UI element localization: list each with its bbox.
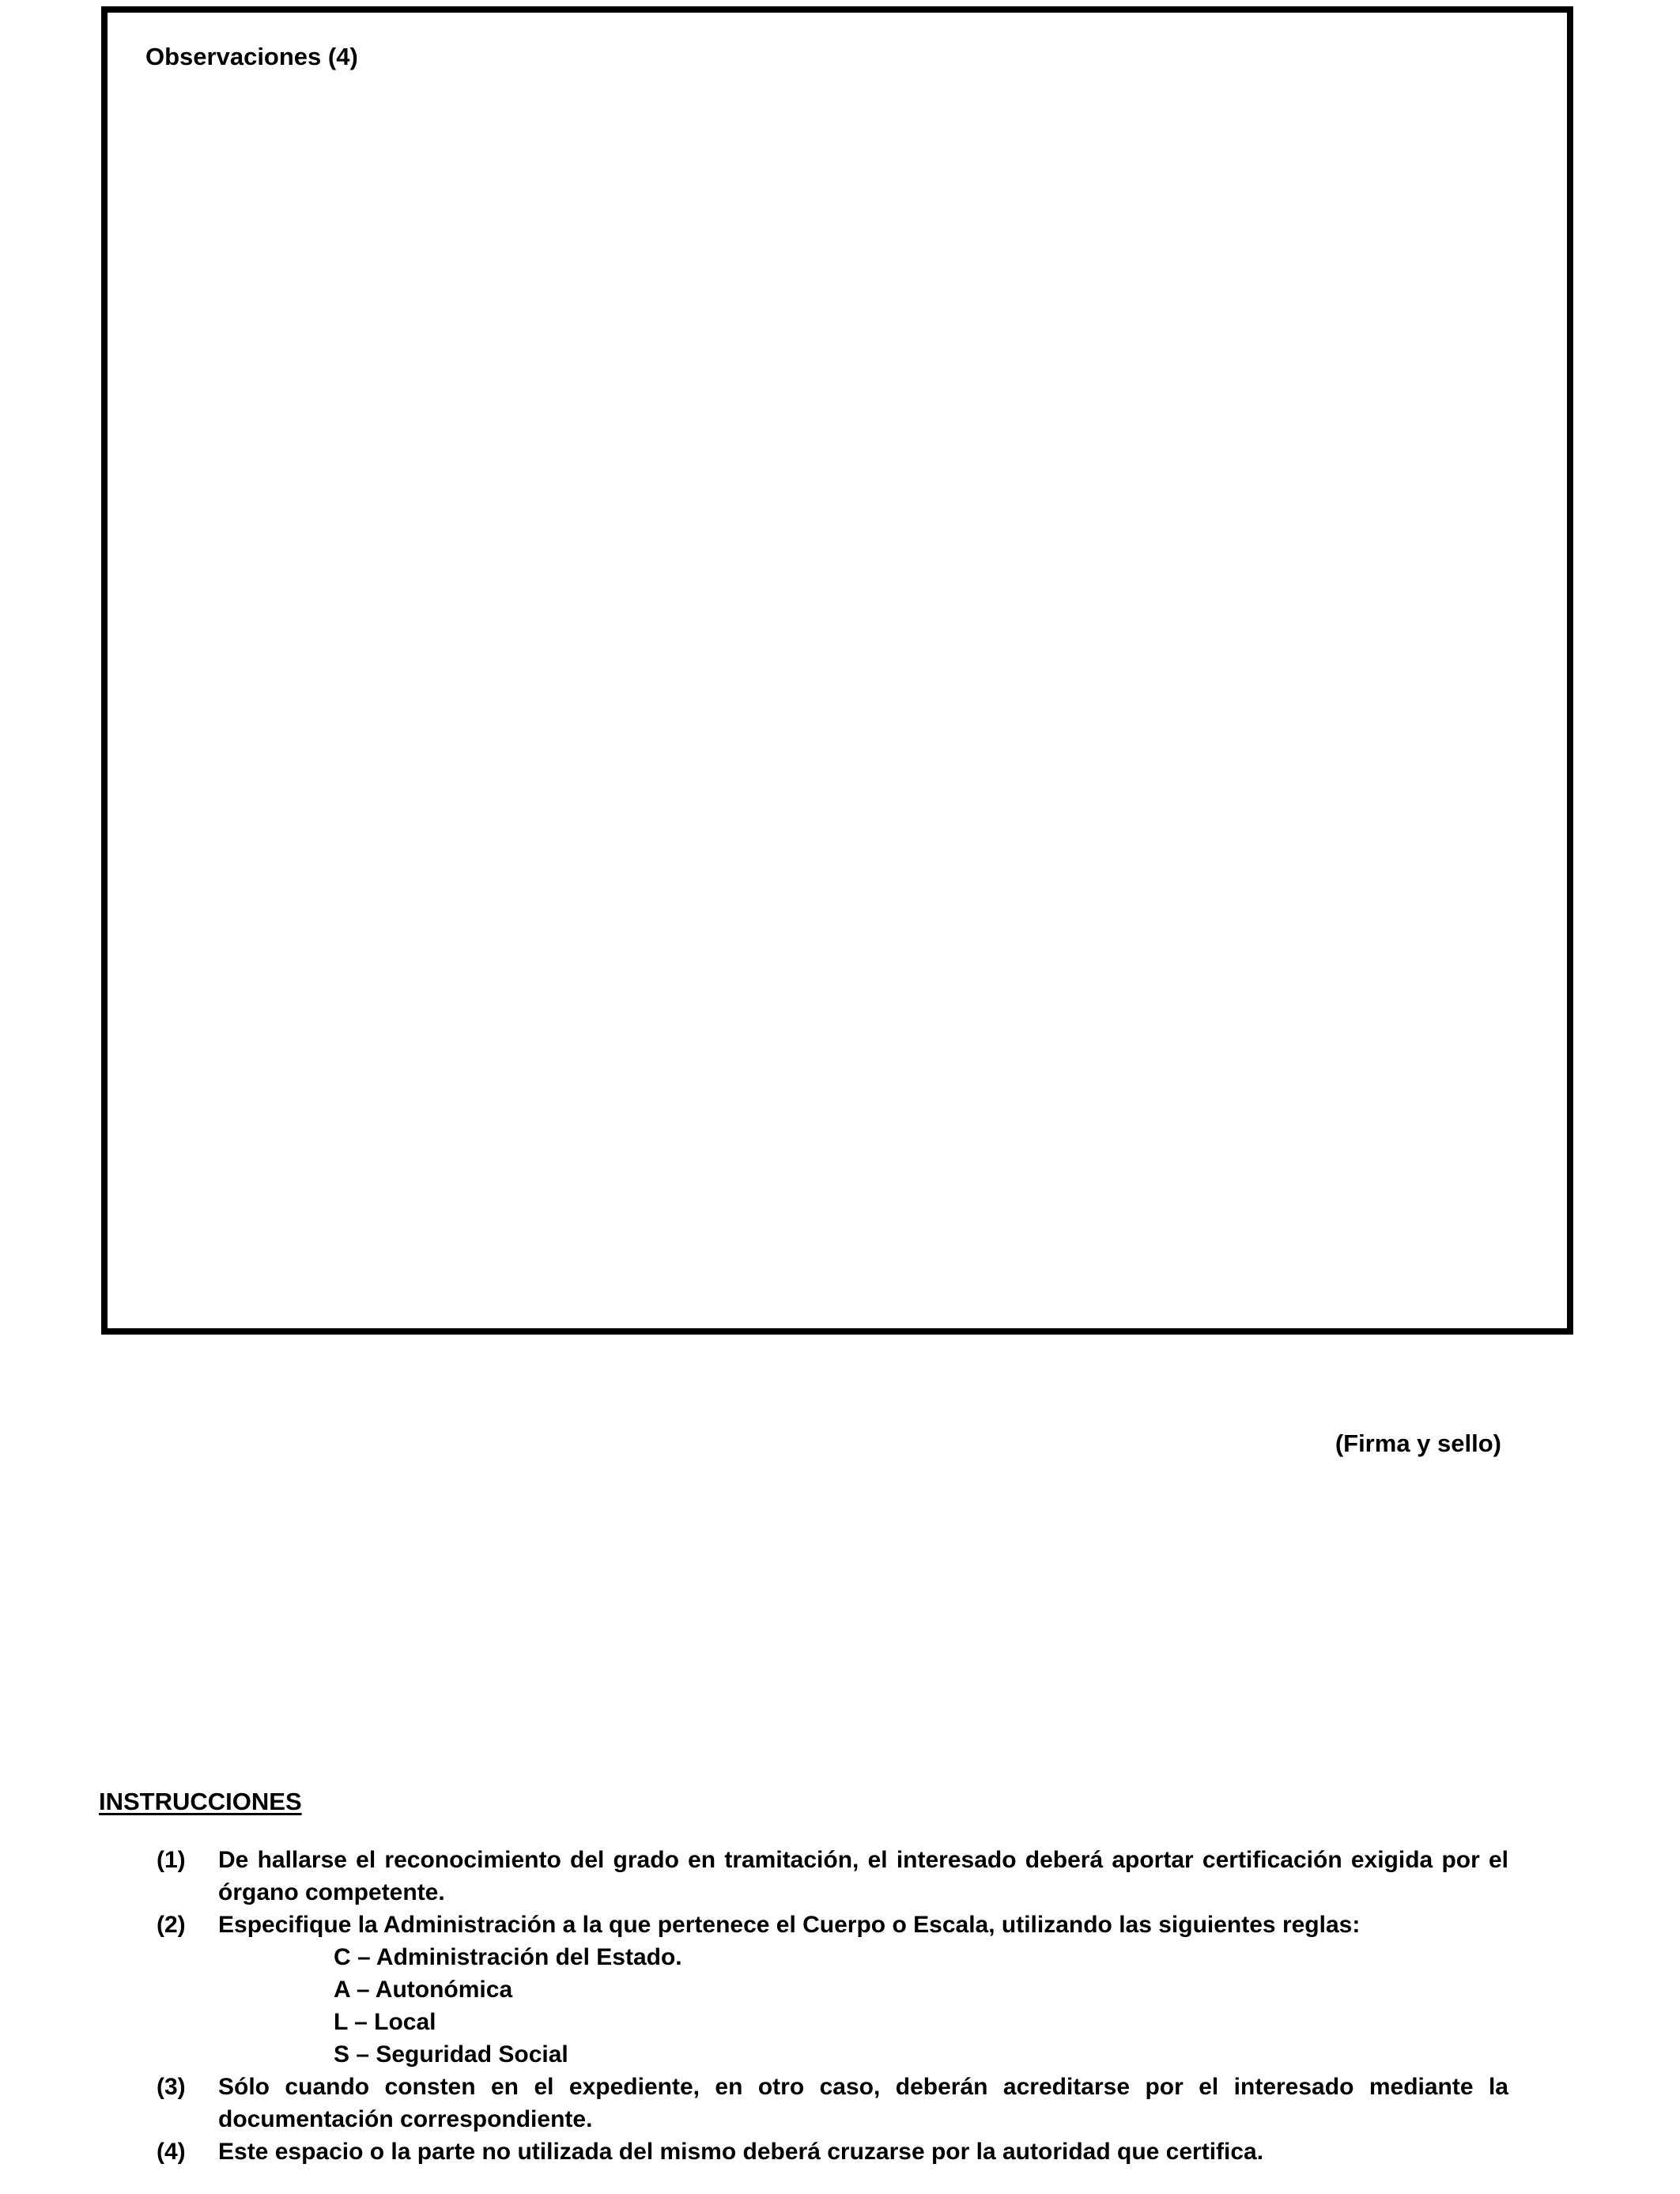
rule-item-l: L – Local: [334, 2009, 436, 2035]
instruction-item-1: [157, 1844, 1508, 1909]
observations-label: Observaciones (4): [145, 43, 358, 70]
instruction-text: Este espacio o la parte no utilizada del mismo deberá cruzarse por la autoridad que certifica.: [218, 2139, 1264, 2165]
rule-item-c: C – Administración del Estado.: [334, 1944, 682, 1970]
rule-item-s: S – Seguridad Social: [334, 2041, 568, 2067]
instruction-text: Sólo cuando consten en el expediente, en otro caso, deberán acreditarse por el interesado mediante la documentación correspondiente.: [218, 2074, 1508, 2132]
instruction-text: De hallarse el reconocimiento del grado en tramitación, el interesado deberá aportar certificación exigida por el órgano competente.: [218, 1847, 1508, 1905]
instruction-item-4: [157, 2135, 1508, 2168]
instruction-number: (3): [157, 2074, 186, 2100]
signature-label: (Firma y sello): [1335, 1429, 1501, 1457]
instruction-text: Especifique la Administración a la que pertenece el Cuerpo o Escala, utilizando las siguientes reglas:: [218, 1912, 1361, 1938]
instruction-item-3: [157, 2071, 1508, 2135]
instruction-number: (2): [157, 1912, 186, 1938]
instruction-number: (4): [157, 2139, 186, 2165]
instruction-number: (1): [157, 1847, 186, 1873]
rule-item-a: A – Autonómica: [334, 1977, 513, 2003]
instruction-item-2: [157, 1909, 1508, 1941]
instructions-title: INSTRUCCIONES: [99, 1788, 302, 1815]
observations-box: [101, 6, 1573, 1335]
instructions-list: [157, 1844, 1508, 2168]
